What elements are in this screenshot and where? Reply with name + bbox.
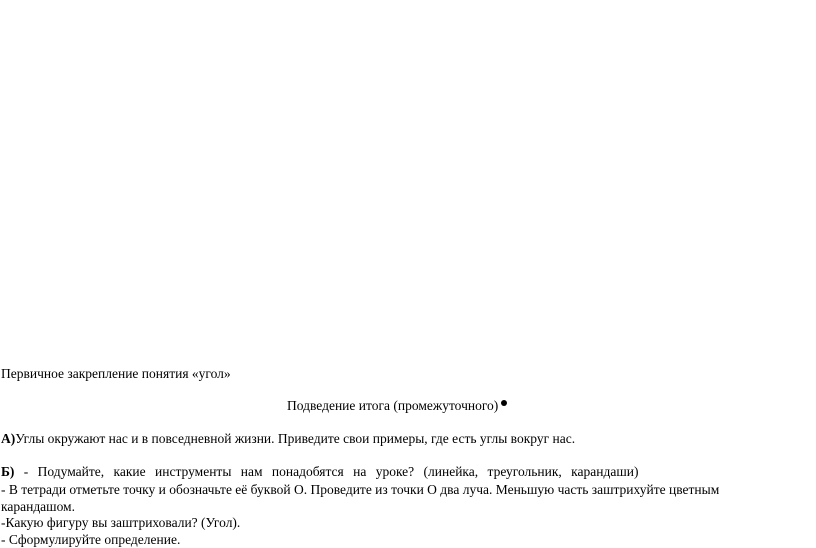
item-b: [1, 464, 638, 480]
paragraph-line: карандашом.: [1, 499, 75, 514]
item-b-marker: Б): [1, 464, 15, 479]
paragraph-line: - В тетради отметьте точку и обозначьте её буквой О. Проведите из точки О два луча. Меньшую часть заштрихуйте цветным: [1, 482, 720, 497]
section-subheading: [287, 398, 507, 414]
item-b-text: - Подумайте, какие инструменты нам понадобятся на уроке? (линейка, треугольник, карандаши): [14, 464, 639, 479]
section-heading: Первичное закрепление понятия «угол»: [1, 366, 231, 381]
subheading-text: Подведение итога (промежуточного): [287, 398, 499, 413]
item-a-marker: А): [1, 431, 16, 446]
bullet-icon: [501, 400, 507, 406]
paragraph-line: -Какую фигуру вы заштриховали? (Угол).: [1, 515, 241, 530]
item-a: [1, 431, 575, 447]
item-a-text: Углы окружают нас и в повседневной жизни. Приведите свои примеры, где есть углы вокруг нас.: [15, 431, 576, 446]
paragraph-line: - Сформулируйте определение.: [1, 532, 181, 547]
